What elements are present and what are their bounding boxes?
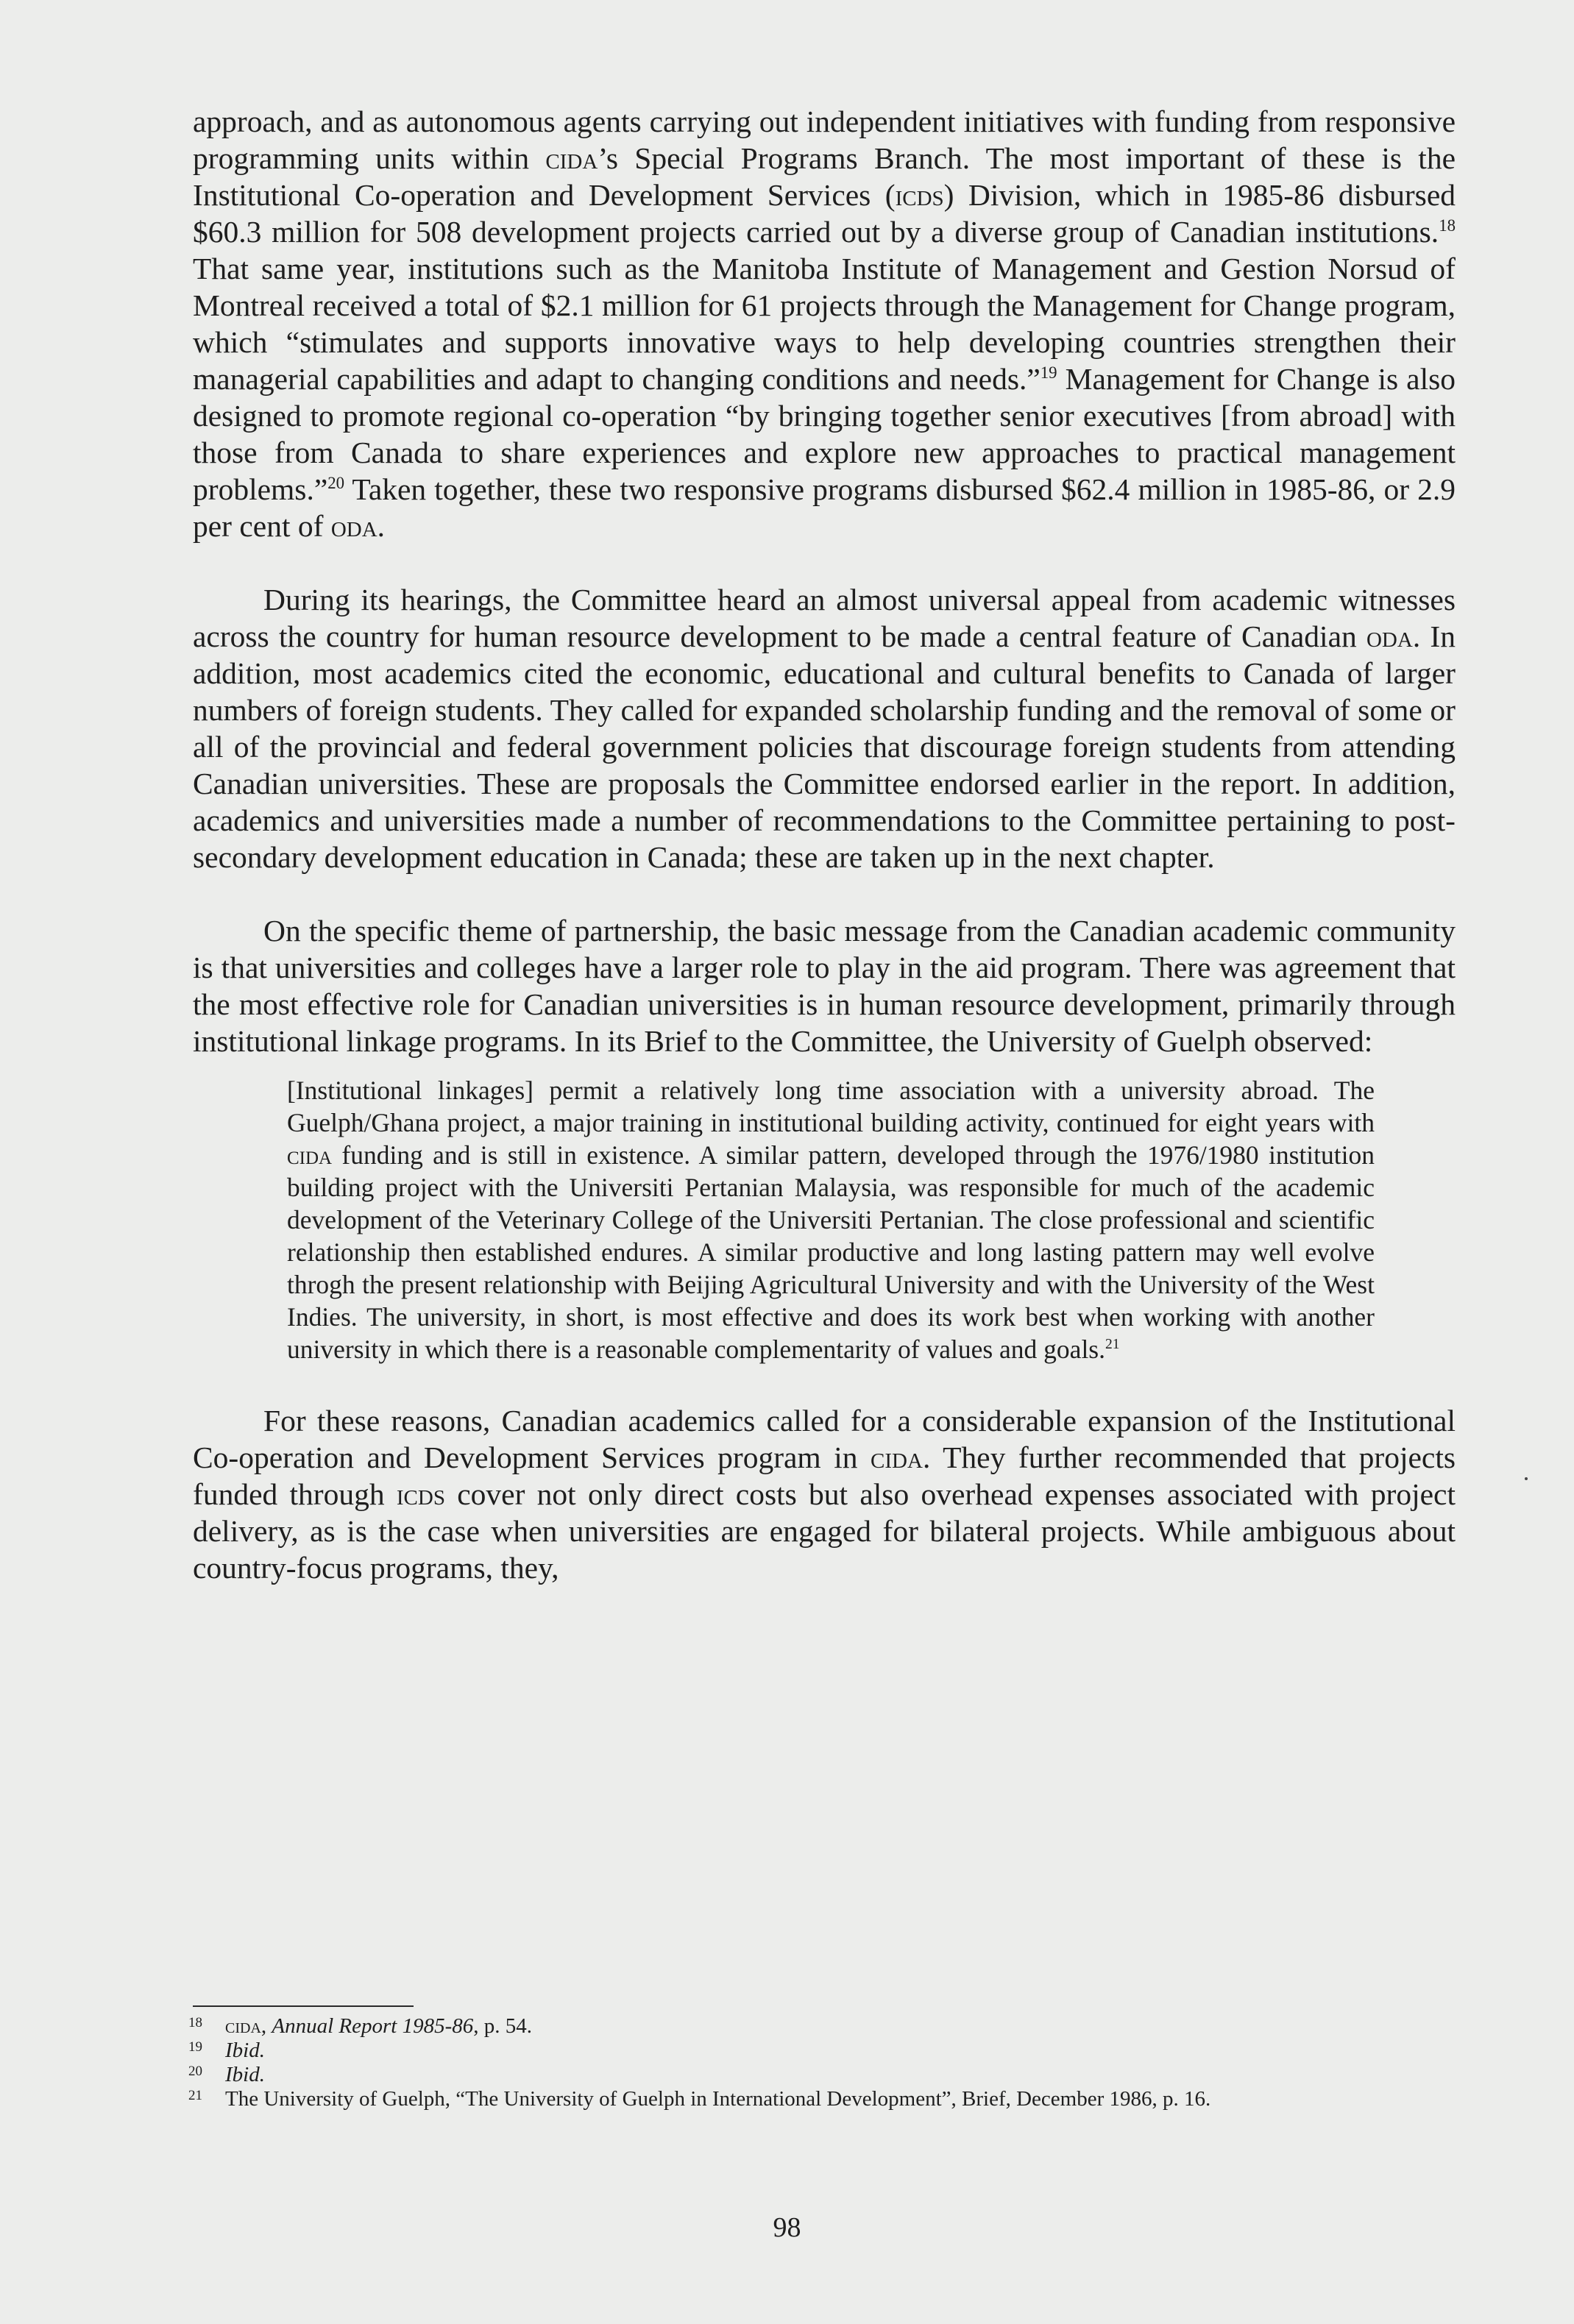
block-quote: [Institutional linkages] permit a relatively long time association with a university abroad. The Guelph/Ghana project, a major training in institutional building activity, continued for eight years with cida funding and is still in existence. A similar pattern, developed through the 1976/1980 institution building project with the Universiti Pertanian Malaysia, was responsible for much of the academic development of the Veterinary College of the Universiti Pertanian. The close professional and scientific relationship then established endures. A similar productive and long lasting pattern may well evolve throgh the present relationship with Beijing Agricultural University and with the University of the West Indies. The university, in short, is most effective and does its work best when working with another university in which there is a reasonable complementarity of values and goals.$^{21}$ — [287, 1076, 1375, 1364]
footnote-ref-18: 18 — [1439, 216, 1456, 235]
page-body — [193, 103, 1456, 1586]
footnote-20: 20 Ibid. — [188, 2063, 265, 2086]
footnotes — [188, 2014, 1454, 2111]
paragraph-1: approach, and as autonomous agents carrying out independent initiatives with funding from responsive programming units within cida’s Special Programs Branch. The most important of these is the Institutional Co-operation and Development Services (icds) Division, which in 1985-86 disbursed $60.3 million for 508 development projects carried out by a diverse group of Canadian institutions.$^{18}$ That same year, institutions such as the Manitoba Institute of Management and Gestion Norsud of Montreal received a total of $2.1 million for 61 projects through the Management for Change program, which “stimulates and supports innovative ways to help developing countries strengthen their managerial capabilities and adapt to changing conditions and needs.”$^{19}$ Management for Change is also designed to promote regional co-operation “by bringing together senior executives [from abroad] with those from Canada to share experiences and explore new approaches to practical management problems.”$^{20}$ Taken together, these two responsive programs disbursed $62.4 million in 1985-86, or 2.9 per cent of oda. — [193, 104, 1456, 543]
footnote-ref-21: 21 — [1105, 1337, 1120, 1353]
footnote-21: 21 The University of Guelph, “The University of Guelph in International Development”, Brief, December 1986, p. 16. — [188, 2087, 1211, 2111]
footnote-divider — [193, 2005, 414, 2007]
footnote-18: 18 cida, Annual Report 1985-86, p. 54. — [188, 2014, 532, 2038]
page-number: 98 — [773, 2212, 801, 2243]
footnote-ref-19: 19 — [1040, 363, 1057, 383]
footnote-19: 19 Ibid. — [188, 2039, 265, 2062]
footnote-ref-20: 20 — [327, 474, 345, 493]
margin-speck — [1525, 1477, 1528, 1480]
paragraph-4: For these reasons, Canadian academics called for a considerable expansion of the Institutional Co-operation and Development Services program in cida. They further recommended that projects funded through icds cover not only direct costs but also overhead expenses associated with project delivery, as is the case when universities are engaged for bilateral projects. While ambiguous about country-focus programs, they, — [193, 1404, 1456, 1585]
paragraph-3: On the specific theme of partnership, the basic message from the Canadian academic community is that universities and colleges have a larger role to play in the aid program. There was agreement that the most effective role for Canadian universities is in human resource development, primarily through institutional linkage programs. In its Brief to the Committee, the University of Guelph observed: — [193, 914, 1456, 1058]
paragraph-2: During its hearings, the Committee heard an almost universal appeal from academic witnesses across the country for human resource development to be made a central feature of Canadian oda. In addition, most academics cited the economic, educational and cultural benefits to Canada of larger numbers of foreign students. They called for expanded scholarship funding and the removal of some or all of the provincial and federal government policies that discourage foreign students from attending Canadian universities. These are proposals the Committee endorsed earlier in the report. In addition, academics and universities made a number of recommendations to the Committee pertaining to post-secondary development education in Canada; these are taken up in the next chapter. — [193, 583, 1456, 874]
